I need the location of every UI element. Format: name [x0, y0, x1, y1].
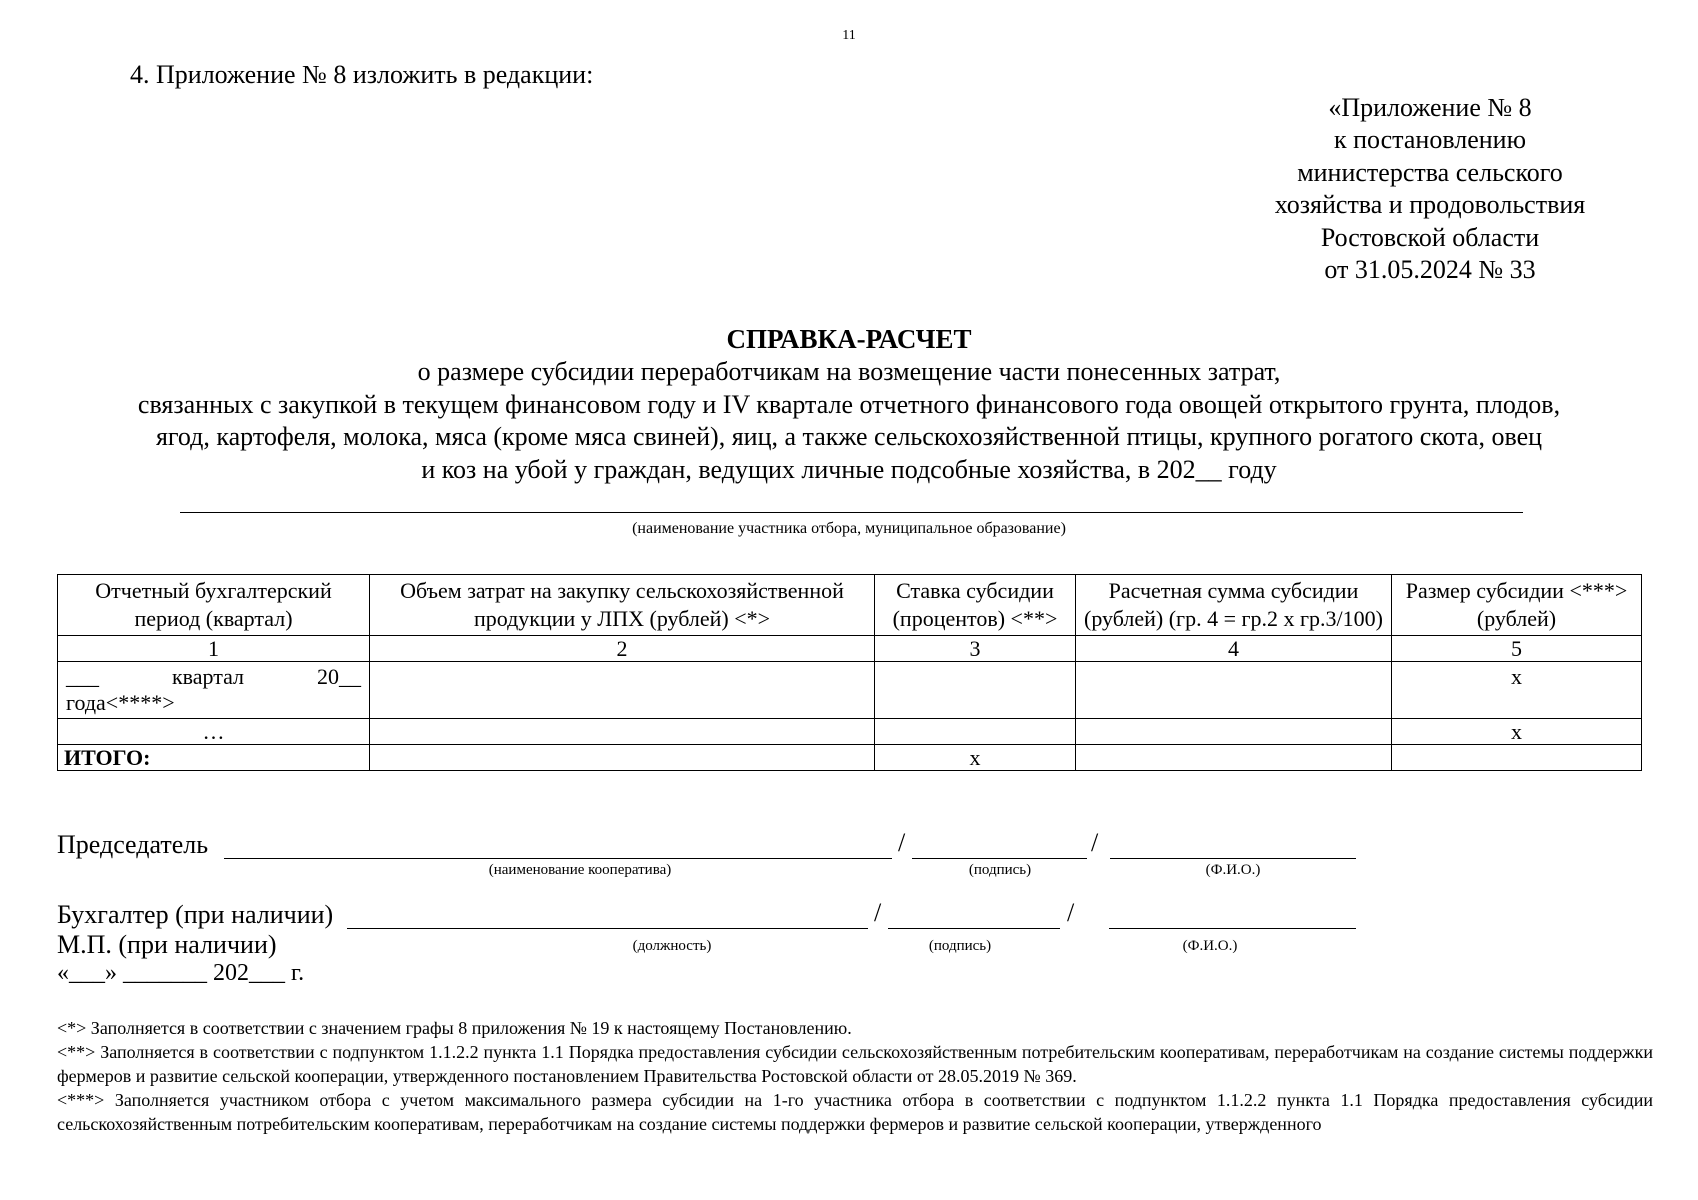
calculation-table — [57, 574, 1642, 771]
slash: / — [1067, 898, 1075, 927]
table-row — [58, 719, 1642, 745]
stamp-label: М.П. (при наличии) — [57, 930, 277, 959]
header-rate: Ставка субсидии (процентов) <**> — [875, 575, 1076, 636]
header-period: Отчетный бухгалтерский период (квартал) — [58, 575, 370, 636]
chairman-signature-line — [912, 858, 1087, 859]
table-cell — [875, 719, 1076, 745]
appendix-line-3: министерства сельского — [1297, 157, 1563, 187]
appendix-line-6: от 31.05.2024 № 33 — [1324, 255, 1536, 285]
accountant-fio-line — [1109, 928, 1356, 929]
column-number: 2 — [370, 636, 875, 662]
column-number: 1 — [58, 636, 370, 662]
slash: / — [898, 828, 906, 857]
table-cell — [1076, 719, 1392, 745]
footnotes — [57, 1016, 1653, 1136]
chairman-label: Председатель — [57, 830, 209, 859]
participant-name-line — [180, 512, 1523, 513]
column-number: 3 — [875, 636, 1076, 662]
document-title: СПРАВКА-РАСЧЕТ — [726, 324, 972, 354]
period-line-2: года<****> — [66, 690, 175, 715]
table-cell: x — [1392, 719, 1642, 745]
participant-caption: (наименование участника отбора, муниципальное образование) — [632, 520, 1066, 537]
accountant-label: Бухгалтер (при наличии) — [57, 900, 334, 929]
appendix-line-1: «Приложение № 8 — [1328, 93, 1532, 122]
table-cell: x — [875, 745, 1076, 771]
appendix-header — [1200, 92, 1660, 286]
column-number: 4 — [1076, 636, 1392, 662]
subtitle-line-2: связанных с закупкой в текущем финансовом году и IV квартале отчетного финансового года овощей открытого грунта, плодов, — [137, 389, 1561, 419]
position-caption: (должность) — [632, 938, 712, 954]
subtitle-line-4: и коз на убой у граждан, ведущих личные подсобные хозяйства, в 202__ году — [421, 454, 1277, 484]
accountant-signature-line — [888, 928, 1060, 929]
footnote-3: <***> Заполняется участником отбора с учетом максимального размера субсидии на 1-го участника отбора в соответствии с подпунктом 1.1.2.2 пункта 1.1 Порядка предоставления субсидии сельскохозяйственным потребительским кооперативам, переработчикам на создание системы поддержки фермеров и развитие сельской кооперации, утвержденного — [57, 1090, 1653, 1134]
table-row — [58, 662, 1642, 719]
slash: / — [874, 898, 882, 927]
table-cell — [1392, 745, 1642, 771]
total-row — [58, 745, 1642, 771]
table-header-row — [58, 575, 1642, 636]
subtitle-line-3: ягод, картофеля, молока, мяса (кроме мяса свиней), яиц, а также сельскохозяйственной птицы, крупного рогатого скота, овец — [155, 422, 1543, 451]
table-cell — [875, 662, 1076, 719]
header-calculated-sum: Расчетная сумма субсидии (рублей) (гр. 4 = гр.2 x гр.3/100) — [1076, 575, 1392, 636]
total-label: ИТОГО: — [58, 745, 370, 771]
period-cell — [58, 662, 370, 719]
page-number: 11 — [842, 28, 856, 43]
date-line: «___» _______ 202___ г. — [57, 960, 305, 986]
table-cell — [370, 745, 875, 771]
signature-caption: (подпись) — [928, 938, 992, 954]
cooperative-name-line — [224, 858, 892, 859]
chairman-fio-line — [1110, 858, 1356, 859]
footnote-2: <**> Заполняется в соответствии с подпунктом 1.1.2.2 пункта 1.1 Порядка предоставления субсидии сельскохозяйственным потребительским кооперативам, переработчикам на создание системы поддержки фермеров и развитие сельской кооперации, утвержденного постановлением Правительства Ростовской области от 28.05.2019 № 369. — [57, 1042, 1653, 1086]
column-number: 5 — [1392, 636, 1642, 662]
period-line-1 — [66, 664, 361, 690]
column-number-row — [58, 636, 1642, 662]
year-blank: 20__ — [317, 664, 361, 689]
footnote-1: <*> Заполняется в соответствии с значением графы 8 приложения № 19 к настоящему Постановлению. — [57, 1018, 852, 1038]
signature-caption: (подпись) — [968, 862, 1032, 878]
quarter-word: квартал — [171, 664, 245, 689]
table-cell — [1076, 745, 1392, 771]
fio-caption: (Ф.И.О.) — [1182, 938, 1238, 954]
table-cell — [370, 662, 875, 719]
header-subsidy-size: Размер субсидии <***> (рублей) — [1392, 575, 1642, 636]
table-cell: x — [1392, 662, 1642, 719]
appendix-line-5: Ростовской области — [1320, 222, 1540, 252]
position-line — [347, 928, 868, 929]
subtitle-line-1: о размере субсидии переработчикам на возмещение части понесенных затрат, — [417, 357, 1281, 386]
table-cell — [370, 719, 875, 745]
appendix-line-2: к постановлению — [1333, 125, 1527, 155]
quarter-blank: ___ — [66, 664, 99, 689]
cooperative-caption: (наименование кооператива) — [488, 862, 672, 878]
fio-caption: (Ф.И.О.) — [1205, 862, 1261, 878]
intro-text: 4. Приложение № 8 изложить в редакции: — [130, 60, 594, 89]
slash: / — [1091, 828, 1099, 857]
table-cell — [1076, 662, 1392, 719]
document-subtitle — [50, 356, 1648, 486]
appendix-line-4: хозяйства и продовольствия — [1274, 190, 1586, 220]
header-costs: Объем затрат на закупку сельскохозяйственной продукции у ЛПХ (рублей) <*> — [370, 575, 875, 636]
table-cell: … — [58, 719, 370, 745]
